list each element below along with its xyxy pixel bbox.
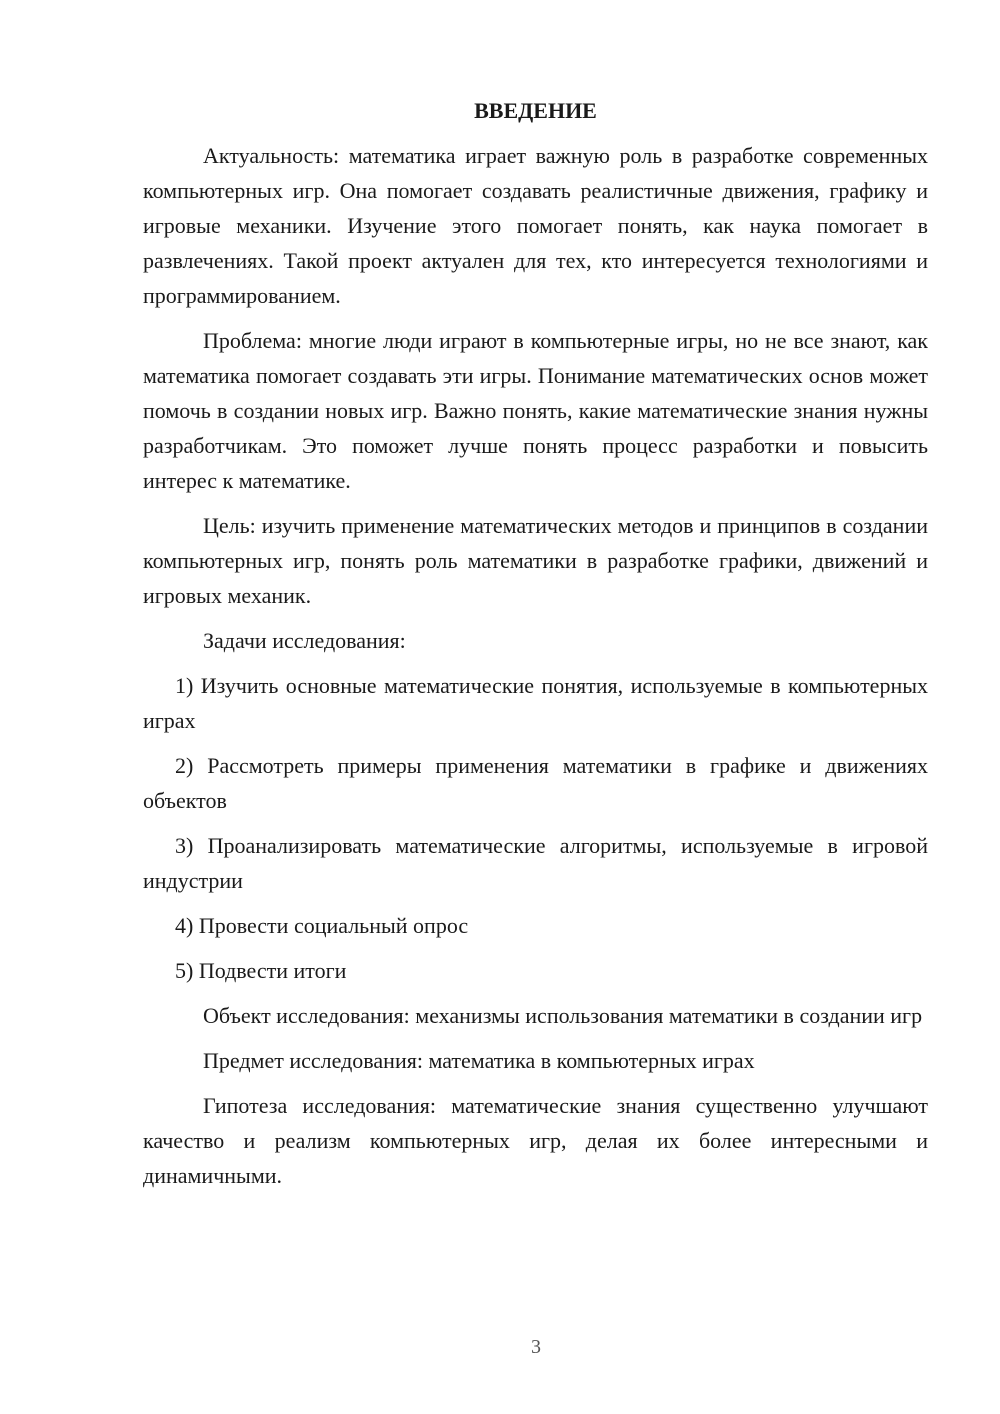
page-content	[143, 96, 928, 1203]
task-item-1: 1) Изучить основные математические понятия, используемые в компьютерных играх	[143, 673, 928, 733]
task-item-5: 5) Подвести итоги	[175, 958, 347, 983]
task-item-3: 3) Проанализировать математические алгоритмы, используемые в игровой индустрии	[143, 833, 928, 893]
page-number: 3	[531, 1336, 541, 1358]
task-item-4: 4) Провести социальный опрос	[175, 913, 469, 938]
task-item-2: 2) Рассмотреть примеры применения математики в графике и движениях объектов	[143, 753, 928, 813]
paragraph-goal: Цель: изучить применение математических методов и принципов в создании компьютерных игр, понять роль математики в разработке графики, движений и игровых механик.	[143, 513, 928, 608]
paragraph-subject: Предмет исследования: математика в компьютерных играх	[203, 1048, 755, 1073]
paragraph-problem: Проблема: многие люди играют в компьютерные игры, но не все знают, как математика помогает создавать эти игры. Понимание математических основ может помочь в создании новых игр. Важно понять, какие математические знания нужны разработчикам. Это поможет лучше понять процесс разработки и повысить интерес к математике.	[143, 328, 928, 493]
paragraph-hypothesis: Гипотеза исследования: математические знания существенно улучшают качество и реализм компьютерных игр, делая их более интересными и динамичными.	[143, 1093, 928, 1188]
page-heading: ВВЕДЕНИЕ	[474, 98, 597, 123]
paragraph-object: Объект исследования: механизмы использования математики в создании игр	[203, 1003, 923, 1028]
paragraph-relevance: Актуальность: математика играет важную роль в разработке современных компьютерных игр. Она помогает создавать реалистичные движения, графику и игровые механики. Изучение этого помогает понять, как наука помогает в развлечениях. Такой проект актуален для тех, кто интересуется технологиями и программированием.	[143, 143, 928, 308]
paragraph-tasks-heading: Задачи исследования:	[203, 628, 406, 653]
